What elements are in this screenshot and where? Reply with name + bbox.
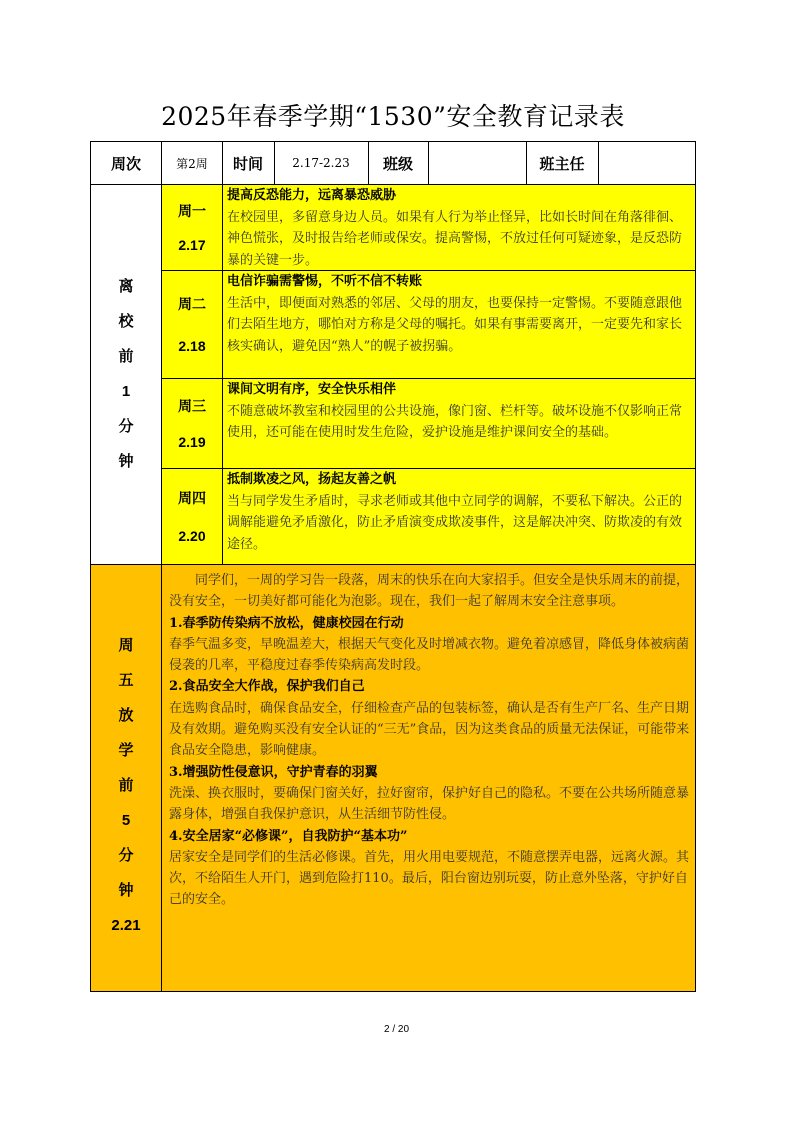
friday-char: 五 — [118, 672, 134, 689]
day-name: 周三 — [178, 398, 206, 414]
page-title: 2025年春季学期“1530”安全教育记录表 — [161, 102, 625, 131]
table-border — [90, 141, 91, 992]
friday-section-body: 在选购食品时，确保食品安全，仔细检查产品的包装标签，确认是否有生产厂名、生产日期及有效期。避免购买没有安全认证的“三无”食品，因为这类食品的质量无法保证，可能带来食品安全隐患，影响健康。 — [169, 700, 690, 759]
day-heading: 抵制欺凌之风，扬起友善之帆 — [227, 472, 397, 487]
day-label-wednesday — [162, 378, 222, 468]
day-label-thursday — [162, 468, 222, 564]
friday-section-heading: 1.春季防传染病不放松，健康校园在行动 — [169, 615, 404, 631]
table-border — [274, 141, 275, 184]
friday-section-body: 居家安全是同学们的生活必修课。首先，用火用电要规范，不随意摆弄电器，远离火源。其次，不给陌生人开门，遇到危险打110。最后，阳台窗边别玩耍，防止意外坠落，守护好自己的安全。 — [169, 849, 690, 908]
day-content-wednesday — [222, 378, 696, 468]
day-body: 不随意破坏教室和校园里的公共设施，像门窗、栏杆等。破坏设施不仅影响正常使用，还可能在使用时发生危险，爱护设施是维护课间安全的基础。 — [227, 403, 683, 440]
before-leave-char: 前 — [118, 348, 134, 365]
friday-intro: 同学们，一周的学习告一段落，周末的快乐在向大家招手。但安全是快乐周末的前提，没有安全，一切美好都可能化为泡影。现在，我们一起了解周末安全注意事项。 — [169, 573, 690, 610]
day-heading: 电信诈骗需警惕，不听不信不转账 — [227, 274, 423, 289]
day-date: 2.20 — [178, 528, 206, 544]
day-name: 周一 — [178, 202, 206, 219]
before-leave-char: 1 — [121, 383, 131, 400]
day-heading: 提高反恐能力，远离暴恐威胁 — [227, 188, 397, 203]
day-body: 在校园里，多留意身边人员。如果有人行为举止怪异，比如长时间在角落徘徊、神色慌张，及时报告给老师或保安。提高警惕，不放过任何可疑迹象，是反恐防暴的关键一步。 — [227, 209, 683, 268]
table-border — [428, 141, 429, 184]
table-border — [90, 991, 696, 992]
friday-char: 周 — [118, 637, 134, 654]
friday-char: 5 — [121, 812, 131, 829]
day-body: 当与同学发生矛盾时，寻求老师或其他中立同学的调解，不要私下解决。公正的调解能避免矛盾激化，防止矛盾演变成欺凌事件，这是解决冲突、防欺凌的有效途径。 — [227, 493, 683, 552]
day-date: 2.19 — [178, 434, 206, 450]
friday-section-body: 春季气温多变，早晚温差大，根据天气变化及时增减衣物。避免着凉感冒，降低身体被病菌侵袭的几率，平稳度过春季传染病高发时段。 — [169, 636, 690, 674]
day-content-monday — [222, 184, 696, 270]
day-heading: 课间文明有序，安全快乐相伴 — [227, 382, 397, 397]
table-border — [161, 141, 162, 992]
before-leave-char: 校 — [118, 313, 134, 330]
friday-section-heading: 4.安全居家“必修课”，自我防护“基本功” — [169, 828, 408, 844]
friday-content — [162, 564, 696, 992]
week-value: 第2周 — [176, 156, 208, 171]
friday-date: 2.21 — [111, 917, 141, 934]
friday-section-body: 洗澡、换衣服时，要确保门窗关好，拉好窗帘，保护好自己的隐私。不要在公共场所随意暴露身体，增强自我保护意识，从生活细节防性侵。 — [169, 785, 690, 823]
before-leave-char: 钟 — [118, 453, 134, 470]
table-border — [222, 141, 223, 564]
friday-char: 钟 — [118, 882, 134, 899]
week-label: 周次 — [110, 155, 141, 173]
day-date: 2.18 — [178, 338, 206, 354]
table-border — [526, 141, 527, 184]
table-border — [368, 141, 369, 184]
day-name: 周二 — [178, 296, 206, 312]
table-border — [162, 270, 696, 271]
friday-section-heading: 3.增强防性侵意识，守护青春的羽翼 — [169, 764, 378, 780]
table-border — [162, 468, 696, 469]
table-border — [695, 141, 696, 992]
page-number: 2 / 20 — [383, 1024, 410, 1035]
table-border — [90, 141, 696, 142]
day-label-tuesday — [162, 270, 222, 378]
friday-char: 放 — [118, 707, 134, 724]
before-leave-char: 分 — [118, 418, 134, 435]
time-value: 2.17-2.23 — [292, 156, 350, 170]
friday-section-heading: 2.食品安全大作战，保护我们自己 — [169, 679, 365, 695]
before-leave-label — [90, 184, 162, 564]
teacher-value[interactable] — [598, 142, 696, 184]
friday-char: 学 — [118, 742, 134, 759]
table-border — [90, 564, 696, 565]
before-leave-char: 离 — [118, 278, 134, 295]
day-label-monday — [162, 184, 222, 270]
day-content-thursday — [222, 468, 696, 564]
day-body: 生活中，即便面对熟悉的邻居、父母的朋友，也要保持一定警惕。不要随意跟他们去陌生地方，哪怕对方称是父母的嘱托。如果有事需要离开，一定要先和家长核实确认，避免因“熟人”的幌子被拐骗。 — [227, 295, 683, 354]
table-border — [598, 141, 599, 184]
day-date: 2.17 — [178, 237, 206, 254]
friday-char: 前 — [118, 777, 134, 794]
day-name: 周四 — [178, 490, 206, 506]
teacher-label: 班主任 — [539, 155, 585, 173]
time-label: 时间 — [232, 155, 263, 173]
friday-label — [90, 564, 162, 992]
table-border — [90, 184, 696, 185]
friday-char: 分 — [118, 847, 134, 864]
class-label: 班级 — [382, 155, 413, 173]
table-border — [162, 378, 696, 379]
class-value[interactable] — [428, 142, 526, 184]
day-content-tuesday — [222, 270, 696, 378]
